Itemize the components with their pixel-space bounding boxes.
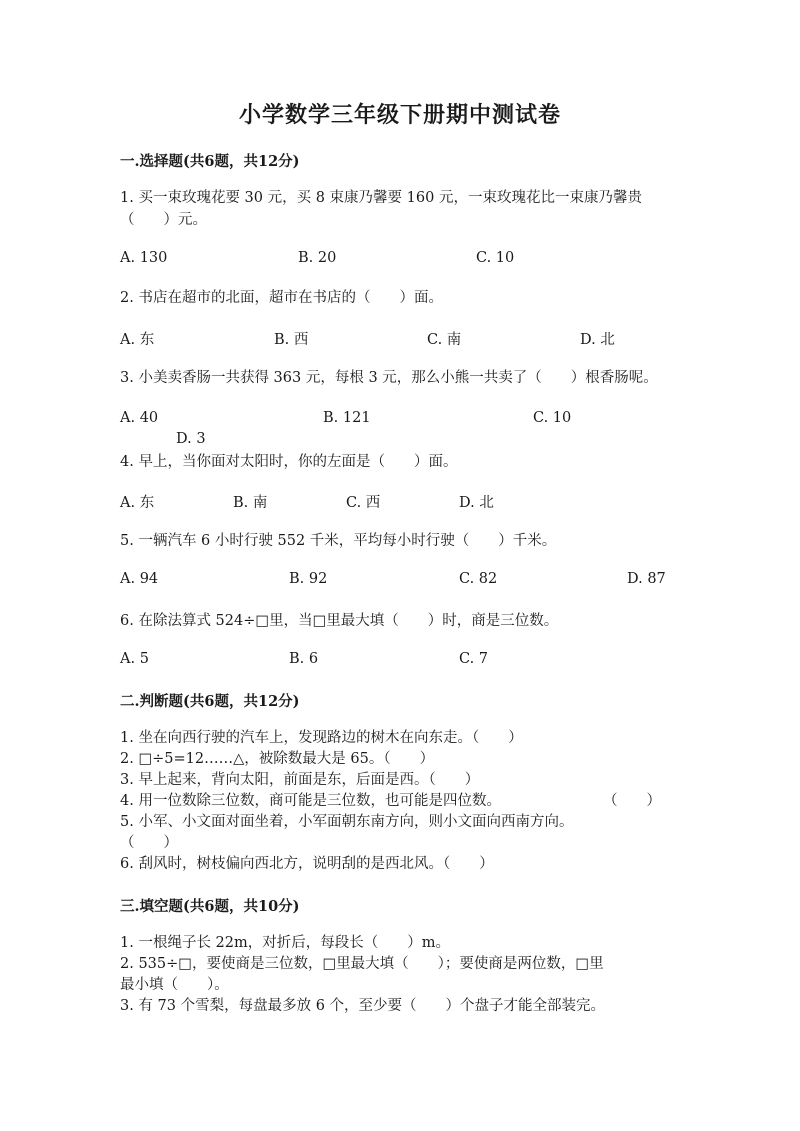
q4-option-d: D. 北 — [459, 495, 494, 511]
q3-option-d: D. 3 — [176, 431, 206, 447]
q6-option-a: A. 5 — [120, 651, 149, 667]
q5-option-d: D. 87 — [627, 571, 666, 587]
question-1: 1. 买一束玫瑰花要 30 元，买 8 束康乃馨要 160 元，一束玫瑰花比一束康乃馨贵（ ）元。 — [120, 190, 642, 228]
q3-option-b: B. 121 — [323, 410, 371, 426]
judge-item-2: 2. □÷5=12……△，被除数最大是 65。（ ） — [120, 751, 435, 767]
judge-item-6: 6. 刮风时，树枝偏向西北方，说明刮的是西北风。（ ） — [120, 856, 494, 872]
q3-option-a: A. 40 — [120, 410, 159, 426]
q5-option-a: A. 94 — [120, 571, 159, 587]
question-2: 2. 书店在超市的北面，超市在书店的（ ）面。 — [120, 290, 443, 306]
section-heading-choice: 一.选择题(共6题，共12分) — [120, 153, 300, 170]
judge-item-4-bracket: （ ） — [603, 793, 661, 809]
section-heading-fill: 三.填空题(共6题，共10分) — [120, 898, 300, 915]
q4-option-a: A. 东 — [120, 495, 155, 511]
q4-option-b: B. 南 — [233, 495, 268, 511]
q3-option-c: C. 10 — [533, 410, 572, 426]
judge-item-4: 4. 用一位数除三位数，商可能是三位数，也可能是四位数。 — [120, 793, 501, 809]
question-3: 3. 小美卖香肠一共获得 363 元，每根 3 元，那么小熊一共卖了（ ）根香肠呢。 — [120, 370, 658, 386]
fill-item-1: 1. 一根绳子长 22m，对折后，每段长（ ）m。 — [120, 935, 451, 951]
q2-option-c: C. 南 — [427, 332, 462, 348]
question-6: 6. 在除法算式 524÷□里，当□里最大填（ ）时，商是三位数。 — [120, 613, 559, 629]
judge-item-3: 3. 早上起来，背向太阳，前面是东，后面是西。（ ） — [120, 772, 480, 788]
q1-option-b: B. 20 — [298, 250, 337, 266]
fill-item-3: 3. 有 73 个雪梨，每盘最多放 6 个，至少要（ ）个盘子才能全部装完。 — [120, 998, 606, 1014]
q5-option-c: C. 82 — [459, 571, 498, 587]
q5-option-b: B. 92 — [289, 571, 328, 587]
q1-option-a: A. 130 — [120, 250, 168, 266]
question-5: 5. 一辆汽车 6 小时行驶 552 千米，平均每小时行驶（ ）千米。 — [120, 533, 557, 549]
q2-option-b: B. 西 — [274, 332, 309, 348]
page-title: 小学数学三年级下册期中测试卷 — [238, 102, 561, 128]
q6-option-b: B. 6 — [289, 651, 319, 667]
q4-option-c: C. 西 — [346, 495, 381, 511]
q1-option-c: C. 10 — [476, 250, 515, 266]
q6-option-c: C. 7 — [459, 651, 489, 667]
fill-item-2: 2. 535÷□，要使商是三位数，□里最大填（ ）；要使商是两位数，□里 — [120, 956, 604, 972]
section-heading-judge: 二.判断题(共6题，共12分) — [120, 693, 300, 710]
fill-item-2-cont: 最小填（ ）。 — [120, 977, 229, 993]
judge-item-5: 5. 小军、小文面对面坐着，小军面朝东南方向，则小文面向西南方向。 — [120, 814, 574, 830]
q2-option-a: A. 东 — [120, 332, 155, 348]
judge-item-5-bracket: （ ） — [120, 835, 178, 851]
q2-option-d: D. 北 — [580, 332, 615, 348]
question-4: 4. 早上，当你面对太阳时，你的左面是（ ）面。 — [120, 454, 458, 470]
judge-item-1: 1. 坐在向西行驶的汽车上，发现路边的树木在向东走。（ ） — [120, 730, 523, 746]
